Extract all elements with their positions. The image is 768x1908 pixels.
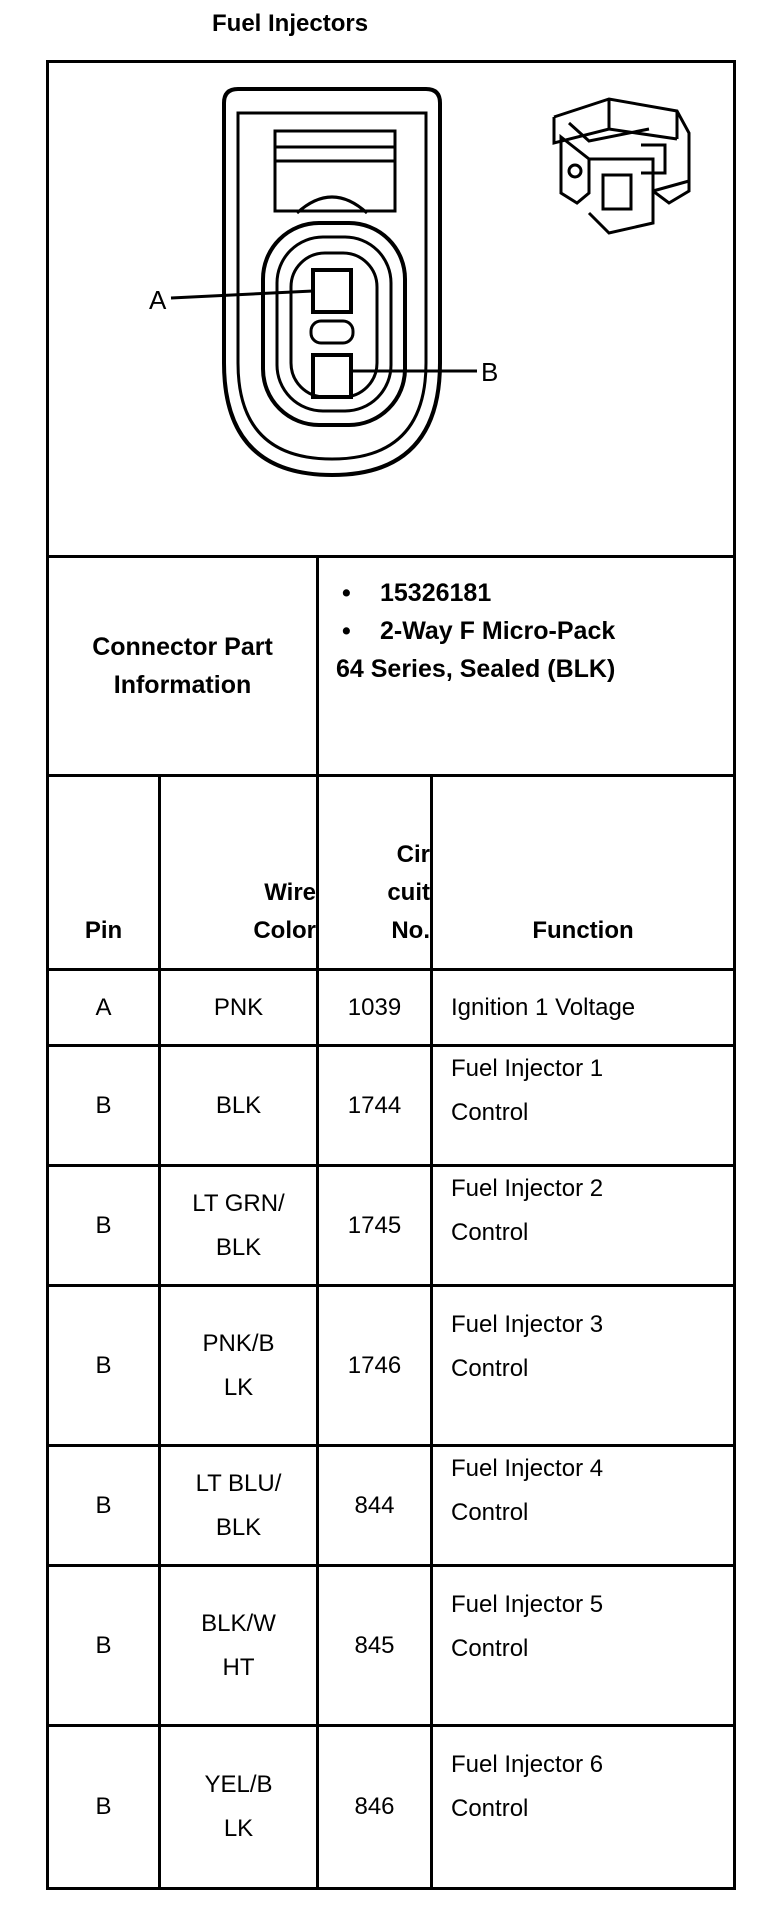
row-4-function-line2: Control xyxy=(451,1355,529,1382)
part-info-label-line2: Information xyxy=(113,671,252,699)
header-wire-color-line2: Color xyxy=(253,917,316,944)
row-7-wire-line2: LK xyxy=(223,1815,254,1842)
cavity-outline-middle xyxy=(277,237,391,411)
header-circuit-no xyxy=(319,777,430,968)
connector-latch xyxy=(275,131,395,211)
header-circuit-line3: No. xyxy=(391,917,430,944)
row-7-circuit: 846 xyxy=(354,1793,395,1820)
connector-body-inner xyxy=(238,113,426,459)
row-5-circuit: 844 xyxy=(354,1491,395,1519)
row-7-wire-color xyxy=(161,1727,316,1887)
page-title: Fuel Injectors xyxy=(212,10,369,37)
row-7-wire-line1: YEL/B xyxy=(204,1771,273,1798)
header-circuit-line1: Cir xyxy=(396,841,430,868)
row-2-function-line1: Fuel Injector 1 xyxy=(451,1055,604,1082)
row-4-pin: B xyxy=(95,1351,112,1379)
row-6-wire-line1: BLK/W xyxy=(201,1609,276,1637)
part-info-label-line1: Connector Part xyxy=(92,633,273,661)
header-wire-color-line1: Wire xyxy=(264,879,316,906)
header-function: Function xyxy=(532,917,634,944)
part-description-line1: 2-Way F Micro-Pack xyxy=(380,617,616,645)
row-4-circuit: 1746 xyxy=(347,1351,402,1379)
pin-label-a: A xyxy=(149,285,167,315)
row-5-pin: B xyxy=(95,1491,112,1519)
row-2-pin: B xyxy=(95,1091,112,1119)
row-3-wire-line2: BLK xyxy=(215,1233,262,1261)
part-info-label xyxy=(49,558,316,774)
row-4-wire-color xyxy=(161,1287,316,1444)
row-3-wire-line1: LT GRN/ xyxy=(192,1189,285,1217)
row-3-function xyxy=(433,1167,733,1284)
row-6-circuit: 845 xyxy=(354,1631,395,1659)
row-3-function-line2: Control xyxy=(451,1219,529,1246)
row-4-function xyxy=(433,1287,733,1444)
terminal-b xyxy=(313,355,351,397)
row-5-function xyxy=(433,1447,733,1564)
row-5-wire-line2: BLK xyxy=(215,1513,262,1541)
bullet-icon: • xyxy=(342,617,351,645)
row-6-pin: B xyxy=(95,1631,112,1659)
row-6-wire-line2: HT xyxy=(222,1653,255,1681)
row-7-function-line1: Fuel Injector 6 xyxy=(451,1751,604,1778)
part-info-list xyxy=(336,574,615,688)
terminal-a xyxy=(313,270,351,312)
header-circuit-line2: cuit xyxy=(387,879,430,906)
terminal-key xyxy=(311,321,353,343)
bullet-icon: • xyxy=(342,579,351,607)
connector-diagram xyxy=(49,63,733,555)
row-2-function xyxy=(433,1047,733,1164)
pin-label-b: B xyxy=(481,357,499,387)
row-4-function-line1: Fuel Injector 3 xyxy=(451,1311,604,1338)
row-3-wire-color xyxy=(161,1167,316,1284)
row-1-circuit: 1039 xyxy=(347,993,402,1021)
row-7-function-line2: Control xyxy=(451,1795,529,1822)
header-pin: Pin xyxy=(84,917,123,944)
cavity-outline-inner xyxy=(291,253,377,397)
header-wire-color xyxy=(161,777,316,968)
row-5-wire-line1: LT BLU/ xyxy=(195,1469,282,1497)
row-2-function-line2: Control xyxy=(451,1099,529,1126)
row-6-wire-color xyxy=(161,1567,316,1724)
row-2-circuit: 1744 xyxy=(347,1091,402,1119)
row-6-function-line2: Control xyxy=(451,1635,529,1662)
row-3-function-line1: Fuel Injector 2 xyxy=(451,1175,604,1202)
part-number: 15326181 xyxy=(380,579,492,607)
row-4-wire-line2: LK xyxy=(223,1373,254,1401)
row-3-circuit: 1745 xyxy=(347,1211,402,1239)
part-description-line2: 64 Series, Sealed (BLK) xyxy=(336,655,616,683)
row-6-function-line1: Fuel Injector 5 xyxy=(451,1591,604,1618)
row-7-pin: B xyxy=(95,1793,112,1820)
row-1-function: Ignition 1 Voltage xyxy=(451,993,636,1021)
row-6-function xyxy=(433,1567,733,1724)
row-5-function-line2: Control xyxy=(451,1499,529,1526)
row-2-wire-color: BLK xyxy=(215,1091,262,1119)
row-4-wire-line1: PNK/B xyxy=(202,1329,275,1357)
row-1-wire-color: PNK xyxy=(213,993,264,1021)
connector-iso-view xyxy=(554,99,689,233)
row-5-wire-color xyxy=(161,1447,316,1564)
row-7-function xyxy=(433,1727,733,1887)
row-1-pin: A xyxy=(95,993,112,1021)
row-5-function-line1: Fuel Injector 4 xyxy=(451,1455,604,1482)
row-3-pin: B xyxy=(95,1211,112,1239)
